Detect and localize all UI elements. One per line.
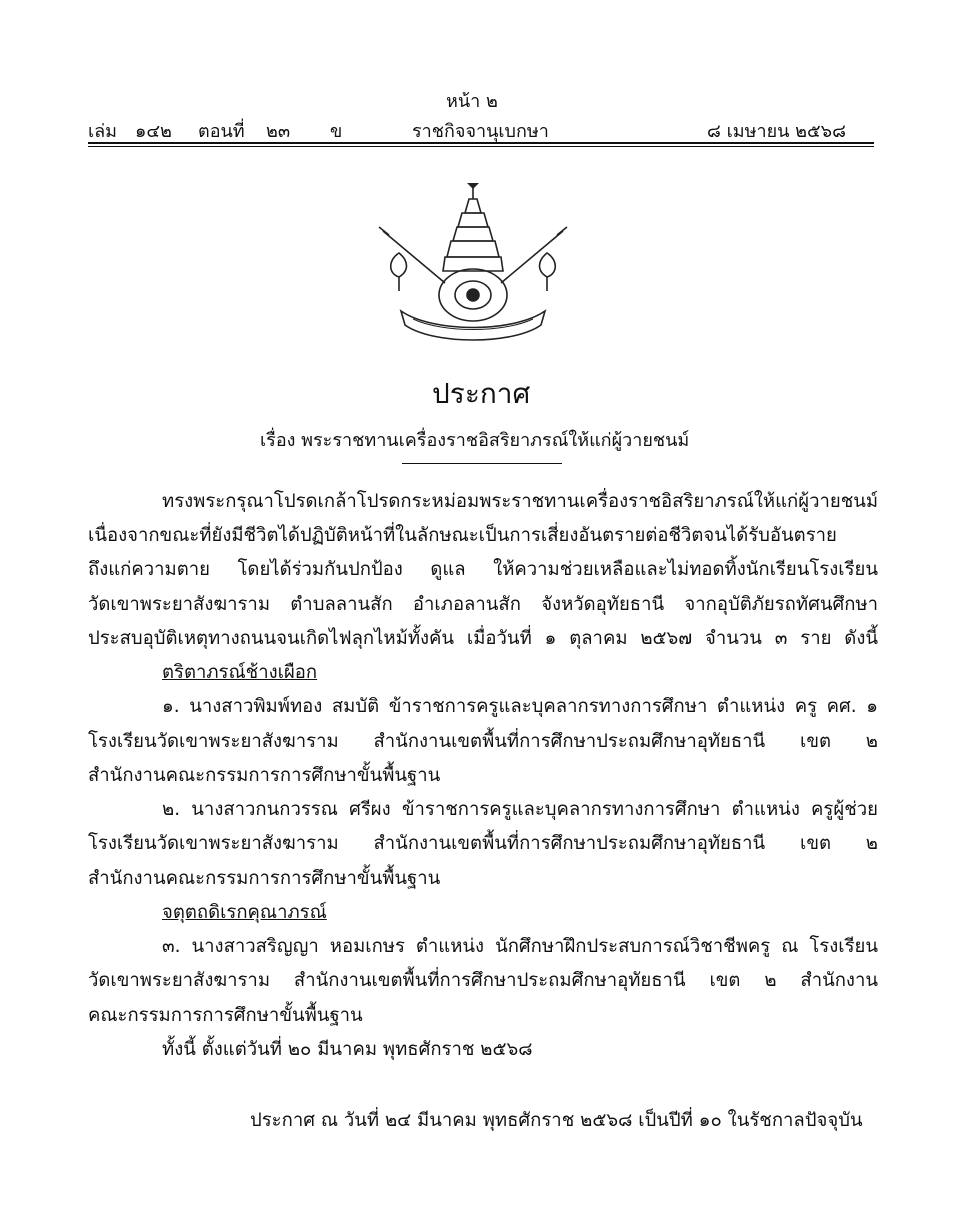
item-3-line-3: คณะกรรมการการศึกษาขั้นพื้นฐาน	[88, 1005, 363, 1026]
announcement-subject: เรื่อง พระราชทานเครื่องราชอิสริยาภรณ์ให้แก่ผู้วายชนม์	[260, 430, 690, 451]
item-1-line-1: ๑. นางสาวพิมพ์ทอง สมบัติ ข้าราชการครูและบุคลากรทางการศึกษา ตำแหน่ง ครู คศ. ๑	[162, 696, 878, 717]
item-3-line-2: วัดเขาพระยาสังฆาราม สำนักงานเขตพื้นที่การศึกษาประถมศึกษาอุทัยธานี เขต ๒ สำนักงาน	[88, 970, 878, 991]
item-2-line-1: ๒. นางสาวกนกวรรณ ศรีผง ข้าราชการครูและบุคลากรทางการศึกษา ตำแหน่ง ครูผู้ช่วย	[162, 799, 878, 820]
volume-number: ๑๔๒	[135, 121, 172, 142]
item-2-line-3: สำนักงานคณะกรรมการการศึกษาขั้นพื้นฐาน	[88, 868, 441, 889]
header-rule-bottom	[88, 146, 874, 147]
announced-date: ประกาศ ณ วันที่ ๒๔ มีนาคม พุทธศักราช ๒๕๖๘ เป็นปีที่ ๑๐ ในรัชกาลปัจจุบัน	[250, 1110, 863, 1131]
royal-emblem-icon	[373, 183, 573, 353]
item-1-line-2: โรงเรียนวัดเขาพระยาสังฆาราม สำนักงานเขตพื้นที่การศึกษาประถมศึกษาอุทัยธานี เขต ๒	[88, 731, 878, 752]
intro-line-3: ถึงแก่ความตาย โดยได้ร่วมกันปกป้อง ดูแล ให้ความช่วยเหลือและไม่ทอดทิ้งนักเรียนโรงเรียน	[88, 559, 878, 580]
section-heading-white-elephant: ตริตาภรณ์ช้างเผือก	[162, 662, 318, 683]
item-3-line-1: ๓. นางสาวสริญญา หอมเกษร ตำแหน่ง นักศึกษาฝึกประสบการณ์วิชาชีพครู ณ โรงเรียน	[162, 936, 878, 957]
page-number: หน้า ๒	[446, 91, 498, 112]
volume-label: เล่ม	[88, 121, 118, 142]
title-divider	[402, 463, 562, 464]
intro-line-1: ทรงพระกรุณาโปรดเกล้าโปรดกระหม่อมพระราชทานเครื่องราชอิสริยาภรณ์ให้แก่ผู้วายชนม์	[162, 491, 879, 512]
header-rule-top	[88, 142, 874, 144]
effective-date: ทั้งนี้ ตั้งแต่วันที่ ๒๐ มีนาคม พุทธศักราช ๒๕๖๘	[162, 1039, 533, 1060]
section-label: ตอนที่	[198, 121, 245, 142]
gazette-name: ราชกิจจานุเบกษา	[412, 121, 549, 142]
announcement-title: ประกาศ	[432, 377, 531, 410]
intro-line-4: วัดเขาพระยาสังฆาราม ตำบลลานสัก อำเภอลานสัก จังหวัดอุทัยธานี จากอุบัติภัยรถทัศนศึกษา	[88, 594, 878, 615]
section-letter: ข	[330, 121, 343, 142]
section-number: ๒๓	[266, 121, 291, 142]
intro-line-5: ประสบอุบัติเหตุทางถนนจนเกิดไฟลุกไหม้ทั้งคัน เมื่อวันที่ ๑ ตุลาคม ๒๕๖๗ จำนวน ๓ ราย ดังนี้	[88, 628, 878, 649]
item-1-line-3: สำนักงานคณะกรรมการการศึกษาขั้นพื้นฐาน	[88, 765, 441, 786]
issue-date: ๘ เมษายน ๒๕๖๘	[707, 121, 846, 142]
section-heading-direkgunabhorn: จตุตถดิเรกคุณาภรณ์	[162, 902, 327, 923]
intro-line-2: เนื่องจากขณะที่ยังมีชีวิตได้ปฏิบัติหน้าที่ในลักษณะเป็นการเสี่ยงอันตรายต่อชีวิตจนได้รับอันตราย	[88, 525, 837, 546]
item-2-line-2: โรงเรียนวัดเขาพระยาสังฆาราม สำนักงานเขตพื้นที่การศึกษาประถมศึกษาอุทัยธานี เขต ๒	[88, 833, 878, 854]
